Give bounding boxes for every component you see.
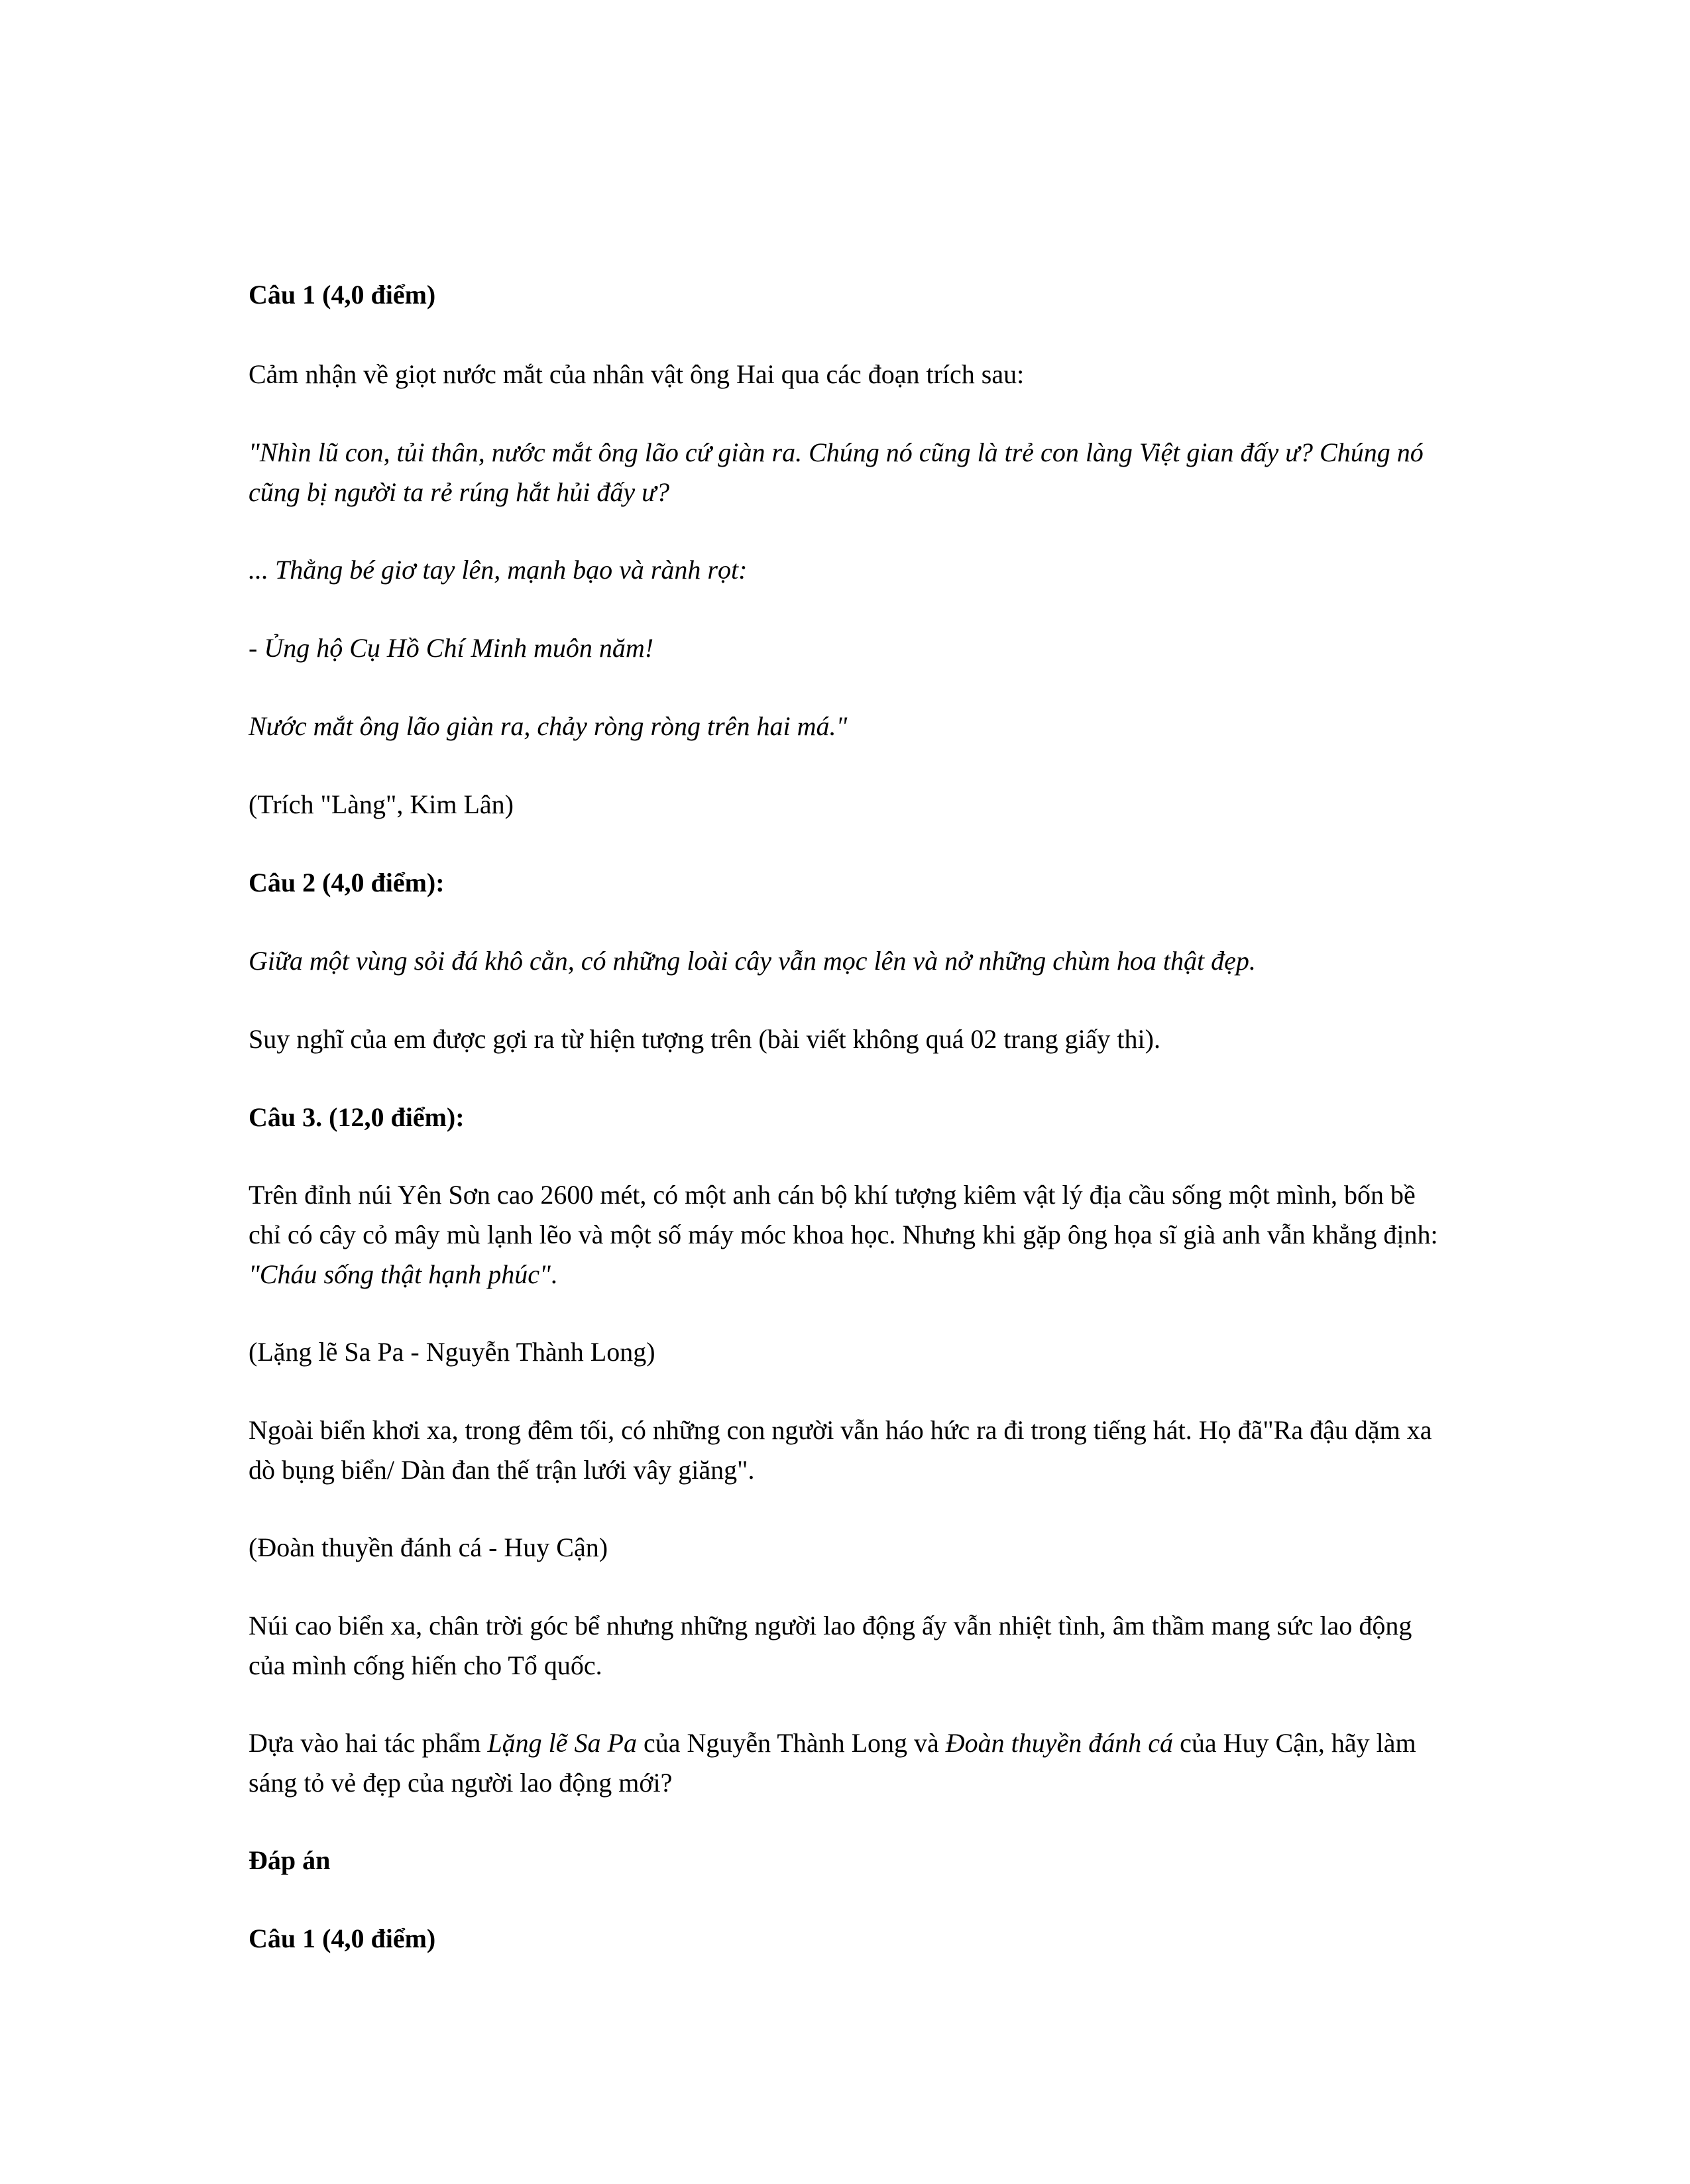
question-1-prompt: Cảm nhận về giọt nước mắt của nhân vật ông Hai qua các đoạn trích sau: [249, 359, 1025, 389]
question-3-paragraph-1-end: . [550, 1259, 557, 1289]
question-3-paragraph-1 [249, 1175, 1441, 1294]
question-3-paragraph-1-quote: "Cháu sống thật hạnh phúc" [249, 1259, 551, 1289]
question-1-source: (Trích "Làng", Kim Lân) [249, 789, 514, 819]
question-3-heading: Câu 3. (12,0 điểm): [249, 1102, 465, 1132]
answer-heading: Đáp án [249, 1845, 331, 1875]
question-3-paragraph-4 [249, 1723, 1441, 1803]
question-3-source-2: (Đoàn thuyền đánh cá - Huy Cận) [249, 1532, 608, 1562]
question-3-paragraph-1-text: Trên đỉnh núi Yên Sơn cao 2600 mét, có một anh cán bộ khí tượng kiêm vật lý địa cầu sống một mình, bốn bề chỉ có cây cỏ mây mù lạnh lẽo và một số máy móc khoa học. Nhưng khi gặp ông họa sĩ già anh vẫn khẳng định: [249, 1180, 1438, 1249]
question-3-paragraph-4-part-c: của Huy Cận, hãy làm sáng tỏ vẻ đẹp của người lao động mới? [249, 1728, 1416, 1798]
question-3-paragraph-4-part-a: Dựa vào hai tác phẩm [249, 1728, 488, 1758]
question-1-quote-paragraph-2: ... Thằng bé giơ tay lên, mạnh bạo và rành rọt: [249, 555, 748, 585]
question-2-prompt: Suy nghĩ của em được gợi ra từ hiện tượng trên (bài viết không quá 02 trang giấy thi). [249, 1024, 1160, 1054]
question-2-heading: Câu 2 (4,0 điểm): [249, 868, 445, 897]
answer-question-1-heading: Câu 1 (4,0 điểm) [249, 1924, 436, 1953]
question-3-paragraph-4-part-b: của Nguyễn Thành Long và [636, 1728, 946, 1758]
question-2-quote: Giữa một vùng sỏi đá khô cằn, có những loài cây vẫn mọc lên và nở những chùm hoa thật đẹp. [249, 946, 1256, 976]
question-3-source-1: (Lặng lẽ Sa Pa - Nguyễn Thành Long) [249, 1337, 655, 1367]
question-1-quote-paragraph-1: "Nhìn lũ con, tủi thân, nước mắt ông lão cứ giàn ra. Chúng nó cũng là trẻ con làng Việt gian đấy ư? Chúng nó cũng bị người ta rẻ rúng hắt hủi đấy ư? [249, 437, 1424, 507]
question-3-work-title-1: Lặng lẽ Sa Pa [487, 1728, 637, 1758]
question-3-work-title-2: Đoàn thuyền đánh cá [945, 1728, 1174, 1758]
question-1-quote-paragraph-4: Nước mắt ông lão giàn ra, chảy ròng ròng trên hai má." [249, 711, 848, 741]
question-1-quote-paragraph-3: - Ủng hộ Cụ Hồ Chí Minh muôn năm! [249, 633, 654, 663]
question-3-paragraph-2: Ngoài biển khơi xa, trong đêm tối, có những con người vẫn háo hức ra đi trong tiếng hát. Họ đã"Ra đậu dặm xa dò bụng biển/ Dàn đan thế trận lưới vây giăng". [249, 1415, 1432, 1485]
question-3-paragraph-3: Núi cao biển xa, chân trời góc bể nhưng những người lao động ấy vẫn nhiệt tình, âm thầm mang sức lao động của mình cống hiến cho Tổ quốc. [249, 1611, 1412, 1680]
question-1-heading: Câu 1 (4,0 điểm) [249, 280, 436, 310]
